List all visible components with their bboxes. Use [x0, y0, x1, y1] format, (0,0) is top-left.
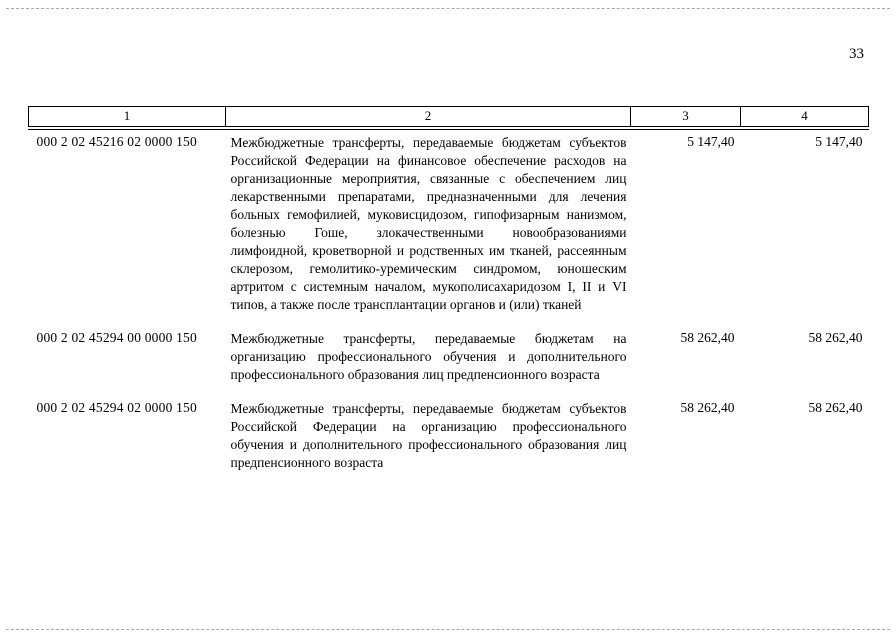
column-header-2: 2	[226, 107, 631, 129]
budget-code-cell: 000 2 02 45216 02 0000 150	[36, 134, 197, 149]
amount-col3-cell: 5 147,40	[687, 134, 735, 149]
description-cell: Межбюджетные трансферты, передаваемые бюджетам субъектов Российской Федерации на организацию профессионального обучения и дополнительного профессионального образования лиц предпенсионного возраста	[230, 401, 627, 470]
description-cell: Межбюджетные трансферты, передаваемые бюджетам на организацию профессионального обучения и дополнительного профессионального образования лиц предпенсионного возраста	[230, 331, 627, 382]
table-body	[29, 128, 869, 484]
budget-code-cell: 000 2 02 45294 02 0000 150	[36, 400, 197, 415]
scan-artifact-top-line	[6, 8, 890, 9]
scan-artifact-bottom-line	[6, 629, 890, 630]
amount-col4-cell: 58 262,40	[808, 400, 863, 415]
budget-transfers-table	[28, 106, 869, 484]
table-row	[29, 326, 869, 396]
table-header	[29, 107, 869, 129]
table-header-row	[29, 107, 869, 129]
column-header-1: 1	[29, 107, 226, 129]
table-row	[29, 128, 869, 326]
amount-col4-cell: 58 262,40	[808, 330, 863, 345]
amount-col4-cell: 5 147,40	[815, 134, 863, 149]
amount-col3-cell: 58 262,40	[680, 330, 735, 345]
table-row	[29, 396, 869, 484]
amount-col3-cell: 58 262,40	[680, 400, 735, 415]
page-number: 33	[849, 46, 864, 62]
budget-code-cell: 000 2 02 45294 00 0000 150	[36, 330, 197, 345]
description-cell: Межбюджетные трансферты, передаваемые бюджетам субъектов Российской Федерации на финансовое обеспечение расходов на организационные мероприятия, связанные с обеспечением лиц лекарственными препаратами, предназначенными для лечения больных гемофилией, муковисцидозом, гипофизарным нанизмом, болезнью Гоше, злокачественными новообразованиями лимфоидной, кроветворной и родственных им тканей, рассеянным склерозом, гемолитико-уремическим синдромом, юношеским артритом с системным началом, мукополисахаридозом I, II и VI типов, а также после трансплантации органов и (или) тканей	[230, 135, 627, 312]
column-header-4: 4	[741, 107, 869, 129]
column-header-3: 3	[631, 107, 741, 129]
